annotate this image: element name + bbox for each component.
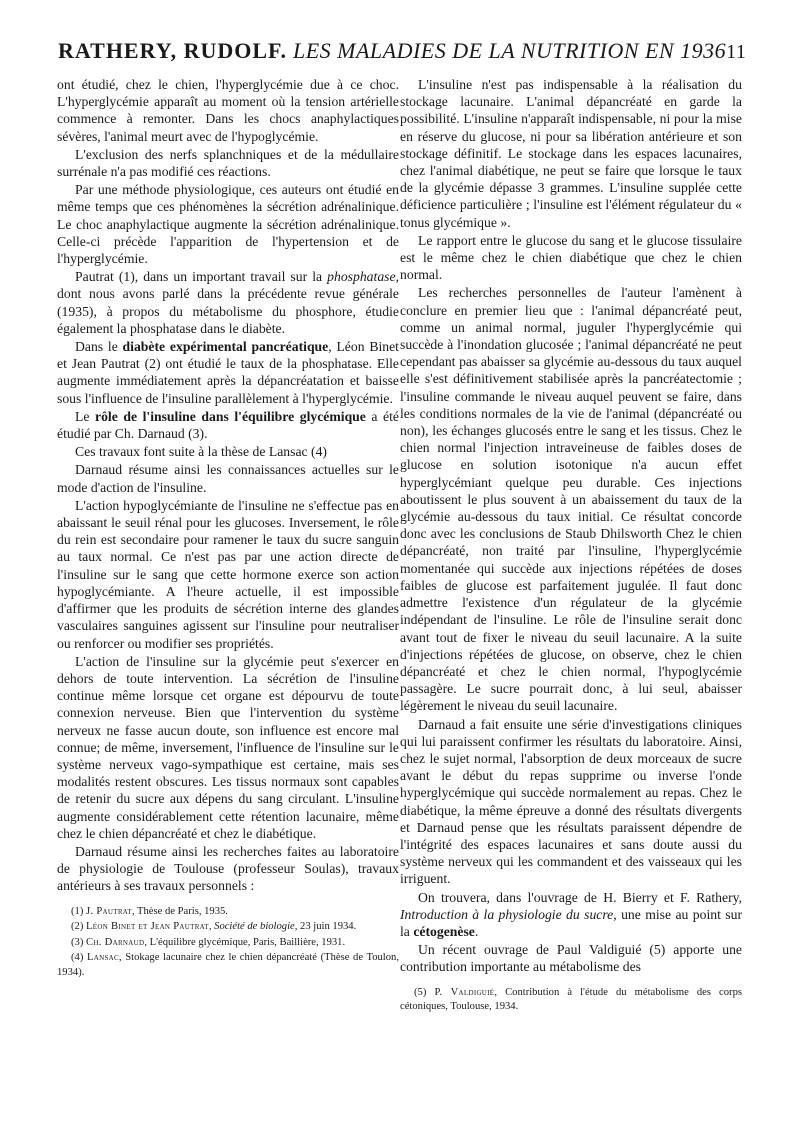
footnote	[400, 986, 742, 1015]
footnote-text: , Contribution à l'étude du métabolisme des corps cétoniques, Toulouse, 1934.	[400, 986, 742, 1013]
bold-heading: diabète expérimental pancréatique	[122, 339, 329, 355]
text-run: Le	[75, 408, 95, 424]
footnote-author: Léon Binet et Jean Pautrat	[86, 921, 209, 933]
header-author: RATHERY, RUDOLF.	[58, 38, 287, 63]
footnote-text: 23 juin 1934.	[297, 921, 357, 933]
left-column	[57, 76, 399, 980]
text-run: Pautrat (1), dans un important travail sur la	[75, 269, 328, 285]
footnote	[57, 905, 399, 920]
footnote-text: , Stokage lacunaire chez le chien dépancréaté (Thèse de Toulon, 1934).	[57, 952, 399, 978]
footnote-author: P. Valdiguié	[434, 986, 495, 998]
header-left	[58, 38, 726, 64]
footnote	[57, 920, 399, 935]
paragraph: Darnaud résume ainsi les connaissances actuelles sur le mode d'action de l'insuline.	[57, 462, 399, 495]
footnote-number: (5)	[414, 986, 427, 998]
paragraph: ont étudié, chez le chien, l'hyperglycémie due à ce choc. L'hyperglycémie apparaît au moment où la tension artérielle commence à remonter. Dans les chocs anaphylactiques sévères, l'animal meurt avec de l'hypoglycémie.	[57, 77, 399, 144]
paragraph	[57, 338, 399, 407]
paragraph: L'action hypoglycémiante de l'insuline ne s'effectue pas en abaissant le seuil rénal pour les glucoses. Inversement, le rôle du rein est secondaire pour ramener le taux du sucre sanguin au taux normal. Ce n'est pas par une action directe de l'insuline sur le sang que cette hormone exerce son action hypoglycémiante. A l'heure actuelle, il est impossible d'affirmer que les produits de sécrétion interne des glandes vasculaires sanguines agissent sur l'insuline pour neutraliser ou renforcer ou modifier ses propriétés.	[57, 497, 399, 651]
paragraph: L'insuline n'est pas indispensable à la réalisation du stockage lacunaire. L'animal dépancréaté en garde la possibilité. L'insuline n'apparaît indispensable, ni pour la mise en réserve du glucose, ni pour sa libération antérieure et son stockage définitif. Le stockage dans les espaces lacunaires, chez l'animal diabétique, ne peut se faire que lorsque le taux de la glycémie dépasse 3 grammes. L'insuline supplée cette déficience particulière ; l'insuline est l'élément régulateur du « tonus glycémique ».	[400, 77, 742, 230]
text-run: a été étudié par Ch. Darnaud (3).	[57, 408, 400, 442]
footnote-number: (3)	[71, 936, 84, 948]
footnote-text: , L'équilibre glycémique, Paris, Baillière, 1931.	[144, 936, 346, 948]
footnote-number: (1)	[71, 905, 84, 917]
text-run: Dans le	[75, 339, 123, 355]
text-run: , Léon Binet et Jean Pautrat (2) ont étudié le taux de la phosphatase. Elle augmente immédiatement après la dépancréatation et baisse sous l'influence de l'insuline parallèlement à l'hyperglycémie.	[57, 339, 399, 406]
footnote-number: (4)	[71, 952, 84, 964]
right-column	[400, 76, 742, 1015]
paragraph: Darnaud a fait ensuite une série d'investigations cliniques qui lui paraissent confirmer les résultats du laboratoire. Ainsi, chez le sujet normal, l'absorption de deux morceaux de sucre avant le début du repas supprime ou inverse l'onde hyperglycémique qui succède normalement au repas. Chez le diabétique, la même épreuve a donné des résultats divergents et Darnaud pense que les résultats paraissent dépendre de l'intégrité des espaces lacunaires et sans doute aussi du système nerveux qui les commandent et des vaisseaux qui les irriguent.	[400, 716, 742, 887]
footnotes-right	[400, 986, 742, 1015]
bold-heading: rôle de l'insuline dans l'équilibre glycémique	[95, 408, 366, 424]
paragraph: L'action de l'insuline sur la glycémie peut s'exercer en dehors de toute intervention. La sécrétion de l'insuline continue même lorsque cet organe est dépourvu de toute connexion nerveuse. Bien que l'intervention du système nerveux ne fasse aucun doute, son influence est encore mal connue; de même, inversement, l'influence de l'insuline sur le système nerveux vago-sympathique est certaine, mais ses modalités restent obscures. Les tissus normaux sont capables de retenir du sucre aux dépens du sang circulant. L'insuline augmente considérablement cette rétention lacunaire, même chez le chien dépancréaté et chez le diabétique.	[57, 653, 399, 841]
footnote-number: (2)	[71, 921, 84, 933]
footnote	[57, 951, 399, 980]
paragraph: Les recherches personnelles de l'auteur l'amènent à conclure en premier lieu que : l'animal dépancréaté peut, comme un animal normal, juguler l'hyperglycémie qui succède à l'inondation glucosée ; l'animal dépancréaté ne peut cependant pas abaisser sa glycémie au-dessous du taux auquel elle s'est définitivement stabilisée après la pancréatectomie ; l'insuline commande le niveau auquel peuvent se faire, dans les conditions normales de la vie de l'animal (dépancréaté ou non), les échanges glucosés entre le sang et les tissus. Chez le chien normal l'injection intraveineuse de faibles doses de glucose en solution isotonique n'a aucun effet hyperglycémiant quelque peu durable. Ces injections aboutissent le plus souvent à un abaissement du taux de la glycémie au-dessous du taux initial. Ce résultat concorde donc avec les conclusions de Staub Dhilsworth Chez le chien dépancréaté, non traité par l'insuline, l'hyperglycémie momentanée qui succède aux injections répétées de doses faibles de glucose est parfaitement jugulée. Il faut donc admettre l'existence d'un régulateur de la glycémie indépendant de l'insuline. Le rôle de l'insuline serait donc avant tout de fixer le niveau du seuil lacunaire. A la suite d'injections répétées de glucose, on observe, chez le chien dépancréaté et chez le chien normal, l'hypoglycémie passagère. Le sucre pourrait donc, à lui seul, abaisser légèrement le niveau du seuil lacunaire.	[400, 285, 742, 714]
italic-title: Introduction à la physiologie du sucre	[400, 906, 614, 922]
footnote-author: J. Pautrat	[86, 905, 132, 917]
paragraph	[400, 889, 742, 941]
footnote-text: , Société de biologie,	[208, 921, 298, 933]
footnote-author: Lansac	[87, 952, 119, 964]
footnote-text: , Thèse de Paris, 1935.	[131, 905, 228, 917]
text-run: , une mise au point sur la	[400, 906, 742, 939]
bold-term: cétogenèse	[413, 923, 475, 939]
text-run: .	[474, 923, 479, 939]
paragraph: Le rapport entre le glucose du sang et le glucose tissulaire est le même chez le chien diabétique que chez le chien normal.	[400, 232, 742, 283]
footnotes-left	[57, 905, 399, 981]
running-header	[58, 38, 747, 72]
italic-term: phosphatase	[327, 269, 396, 285]
paragraph	[57, 268, 399, 337]
text-run: On trouvera, dans l'ouvrage de H. Bierry et F. Rathery,	[418, 889, 742, 905]
paragraph	[57, 408, 399, 442]
paragraph: Darnaud résume ainsi les recherches faites au laboratoire de physiologie de Toulouse (professeur Soulas), travaux antérieurs à ses travaux personnels :	[57, 843, 399, 894]
paragraph: Un récent ouvrage de Paul Valdiguié (5) apporte une contribution importante au métabolisme des	[400, 942, 742, 975]
page-number: 11	[726, 41, 747, 63]
paragraph: L'exclusion des nerfs splanchniques et de la médullaire surrénale n'a pas modifié ces réactions.	[57, 146, 399, 180]
footnote	[57, 936, 399, 951]
text-run: , dont nous avons parlé dans la précédente revue générale (1935), à propos du métabolisme du phosphore, étudie également la phosphatase dans le diabète.	[57, 269, 399, 336]
header-title: LES MALADIES DE LA NUTRITION EN 1936	[292, 38, 727, 63]
paragraph: Ces travaux font suite à la thèse de Lansac (4)	[75, 444, 327, 460]
footnote-author: Ch. Darnaud	[86, 936, 145, 948]
paragraph: Par une méthode physiologique, ces auteurs ont étudié en même temps que ces phénomènes la sécrétion adrénalinique. Le choc anaphylactique augmente la sécrétion adrénalinique. Celle-ci précède l'apparition de l'hypertension et de l'hyperglycémie.	[57, 182, 399, 267]
